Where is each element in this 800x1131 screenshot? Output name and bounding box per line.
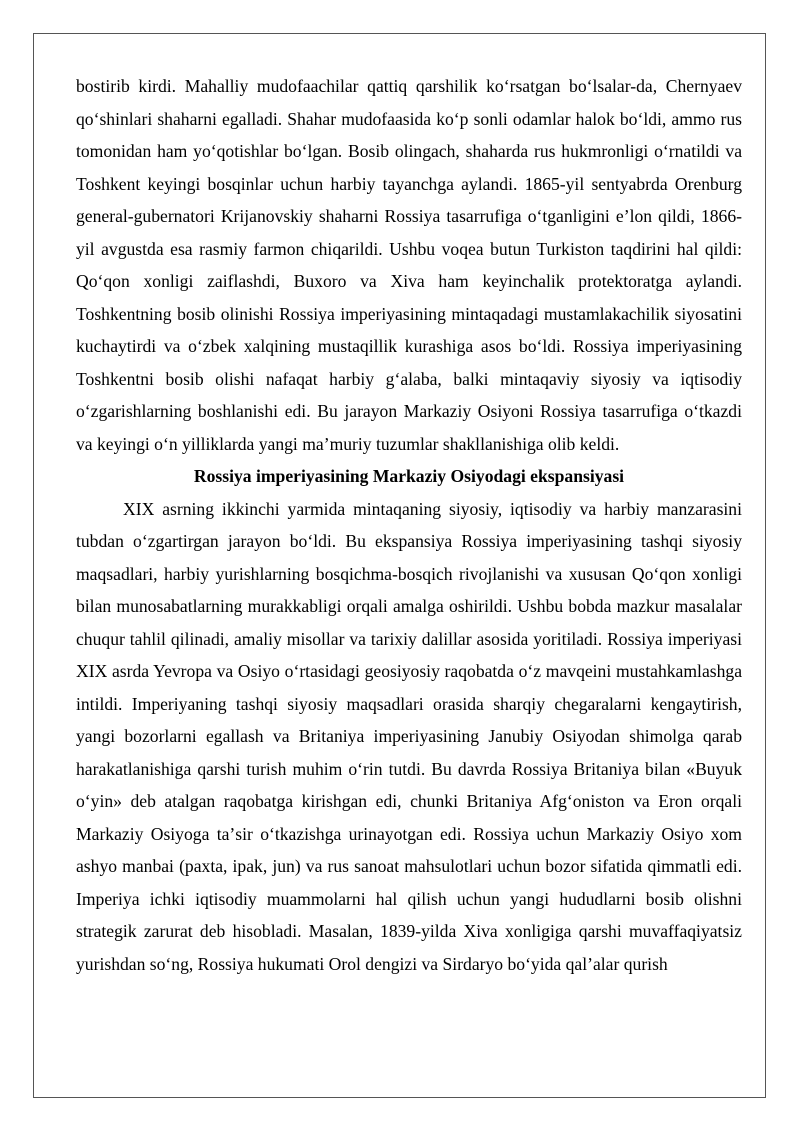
page-content [76,70,742,980]
section-heading: Rossiya imperiyasining Markaziy Osiyodagi ekspansiyasi [193,466,625,486]
paragraph-expansion: XIX asrning ikkinchi yarmida mintaqaning siyosiy, iqtisodiy va harbiy manzarasini tubdan oʻzgartirgan jarayon boʻldi. Bu ekspansiya Rossiya imperiyasining tashqi siyosiy maqsadlari, harbiy yurishlarning bosqichma-bosqich rivojlanishi va xususan Qoʻqon xonligi bilan munosabatlarning murakkabligi orqali amalga oshirildi. Ushbu bobda mazkur masalalar chuqur tahlil qilinadi, amaliy misollar va tarixiy dalillar asosida yoritiladi. Rossiya imperiyasi XIX asrda Yevropa va Osiyo oʻrtasidagi geosiyosiy raqobatda oʻz mavqeini mustahkamlashga intildi. Imperiyaning tashqi siyosiy maqsadlari orasida sharqiy chegaralarni kengaytirish, yangi bozorlarni egallash va Britaniya imperiyasining Janubiy Osiyodan shimolga qarab harakatlanishiga qarshi turish muhim oʻrin tutdi. Bu davrda Rossiya Britaniya bilan «Buyuk oʻyin» deb atalgan raqobatga kirishgan edi, chunki Britaniya Afgʻoniston va Eron orqali Markaziy Osiyoga taʼsir oʻtkazishga urinayotgan edi. Rossiya uchun Markaziy Osiyo xom ashyo manbai (paxta, ipak, jun) va rus sanoat mahsulotlari uchun bozor sifatida qimmatli edi. Imperiya ichki iqtisodiy muammolarni hal qilish uchun yangi hududlarni bosib olishni strategik zarurat deb hisobladi. Masalan, 1839-yilda Xiva xonligiga qarshi muvaffaqiyatsiz yurishdan soʻng, Rossiya hukumati Orol dengizi va Sirdaryo boʻyida qalʼalar qurish [76,498,742,974]
paragraph-toshkent-conquest: bostirib kirdi. Mahalliy mudofaachilar qattiq qarshilik koʻrsatgan boʻlsalar-da, Chernyaev qoʻshinlari shaharni egalladi. Shahar mudofaasida koʻp sonli odamlar halok boʻldi, ammo rus tomonidan ham yoʻqotishlar boʻlgan. Bosib olingach, shaharda rus hukmronligi oʻrnatildi va Toshkent keyingi bosqinlar uchun harbiy tayanchga aylandi. 1865-yil sentyabrda Orenburg general-gubernatori Krijanovskiy shaharni Rossiya tasarrufiga oʻtganligini eʼlon qildi, 1866-yil avgustda esa rasmiy farmon chiqarildi. Ushbu voqea butun Turkiston taqdirini hal qildi: Qoʻqon xonligi zaiflashdi, Buxoro va Xiva ham keyinchalik protektoratga aylandi. Toshkentning bosib olinishi Rossiya imperiyasining mintaqadagi mustamlakachilik siyosatini kuchaytirdi va oʻzbek xalqining mustaqillik kurashiga asos boʻldi. Rossiya imperiyasining Toshkentni bosib olishi nafaqat harbiy gʻalaba, balki mintaqaviy siyosiy va iqtisodiy oʻzgarishlarning boshlanishi edi. Bu jarayon Markaziy Osiyoni Rossiya tasarrufiga oʻtkazdi va keyingi oʻn yilliklarda yangi maʼmuriy tuzumlar shakllanishiga olib keldi. [76,76,742,454]
